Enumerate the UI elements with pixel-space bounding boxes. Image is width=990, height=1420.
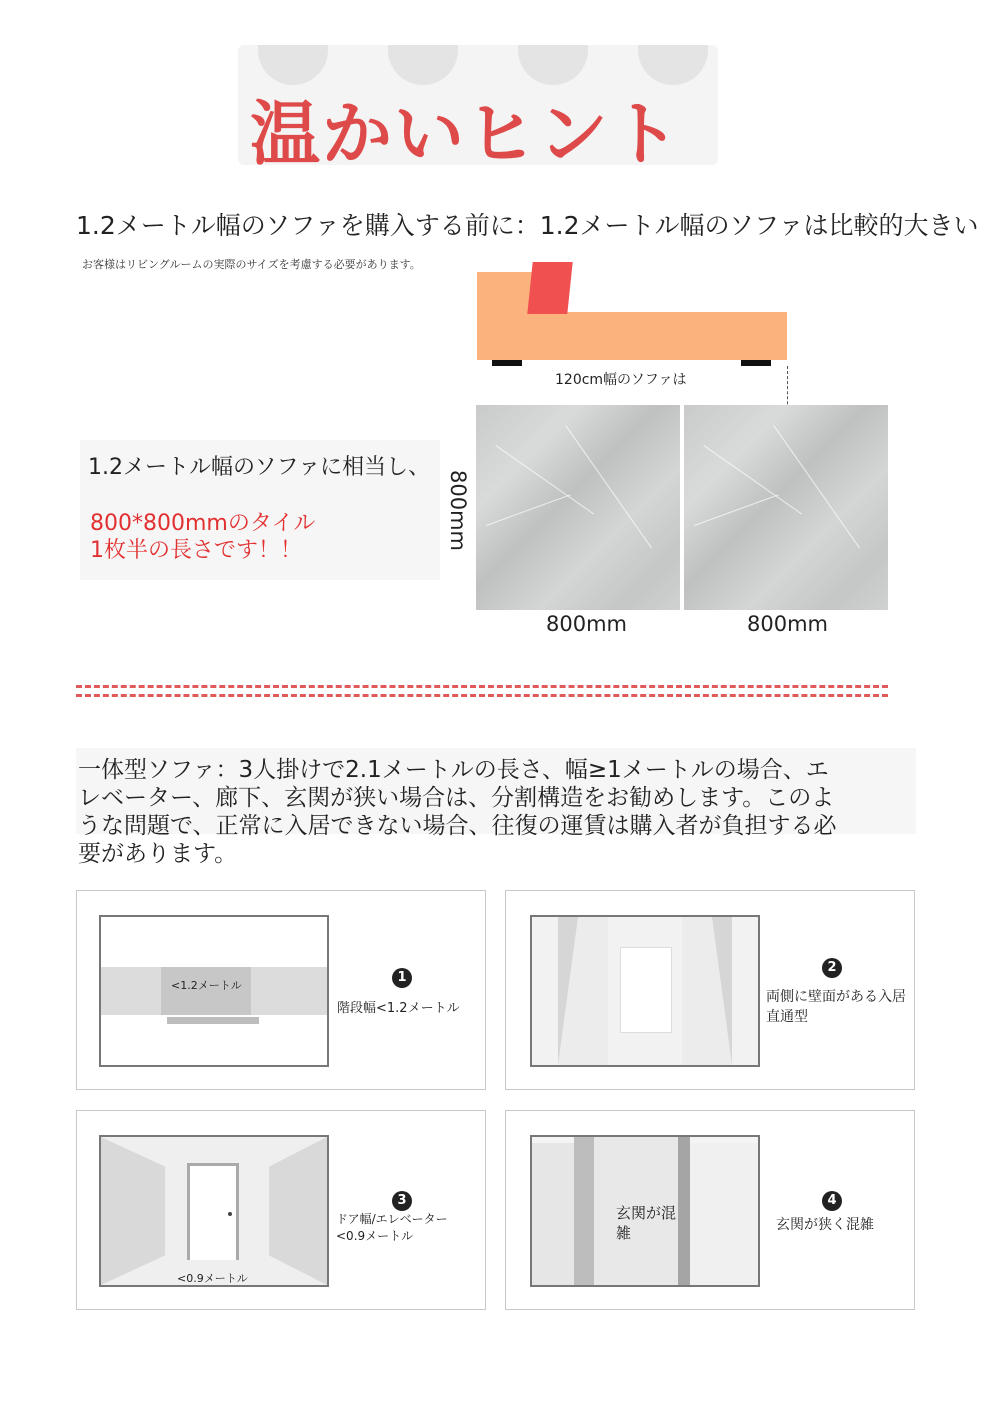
door-width-label: <0.9メートル	[177, 1272, 248, 1285]
panel-label: 両側に壁面がある入居直通型	[766, 989, 906, 1025]
corridor-diagram	[530, 915, 760, 1067]
sofa-illustration	[477, 272, 787, 360]
door-diagram	[99, 1135, 329, 1287]
warning-paragraph: 一体型ソファ：3人掛けで2.1メートルの長さ、幅≥1メートルの場合、エレベーター、廊下、玄関が狭い場合は、分割構造をお勧めします。このような問題で、正常に入居できない場合、往復の運賃は購入者が負担する必要があります。	[78, 757, 837, 867]
panel-label: ドア幅/エレベーター<0.9メートル	[336, 1212, 448, 1243]
step-number-1: 1	[392, 968, 412, 988]
sofa-width-label: 120cm幅のソファは	[555, 372, 687, 388]
step-number-3: 3	[392, 1191, 412, 1211]
tile-height-label: 800mm	[446, 470, 470, 551]
dashed-divider	[76, 682, 888, 700]
sofa-leg	[492, 360, 522, 366]
step-number-4: 4	[822, 1191, 842, 1211]
intro-subtext: お客様はリビングルームの実際のサイズを考慮する必要があります。	[82, 258, 421, 271]
step-number-2: 2	[822, 958, 842, 978]
marble-tile	[476, 405, 680, 610]
stairs-diagram	[99, 915, 329, 1067]
sofa-cushion	[527, 262, 572, 314]
panel-door	[76, 1110, 486, 1310]
note-highlight	[90, 510, 315, 564]
tile-width-label: 800mm	[747, 612, 828, 636]
intro-heading: 1.2メートル幅のソファを購入する前に：1.2メートル幅のソファは比較的大きい	[76, 211, 979, 240]
stairs-width-label: <1.2メートル	[171, 979, 242, 992]
entrance-diagram	[530, 1135, 760, 1287]
note-highlight-line: 800*800mmのタイル	[90, 511, 316, 536]
note-text: 1.2メートル幅のソファに相当し、	[88, 455, 431, 480]
sofa-leg	[741, 360, 771, 366]
panel-entrance	[505, 1110, 915, 1310]
panel-corridor	[505, 890, 915, 1090]
panel-label: 玄関が狭く混雑	[776, 1217, 874, 1233]
page-title: 温かいヒント	[250, 93, 682, 175]
tile-width-label: 800mm	[546, 612, 627, 636]
note-highlight-line: 1枚半の長さです！！	[90, 538, 302, 563]
panel-stairs	[76, 890, 486, 1090]
marble-tile	[684, 405, 888, 610]
entrance-label: 玄関が混雑	[616, 1204, 677, 1242]
panel-label: 階段幅<1.2メートル	[337, 1001, 460, 1016]
